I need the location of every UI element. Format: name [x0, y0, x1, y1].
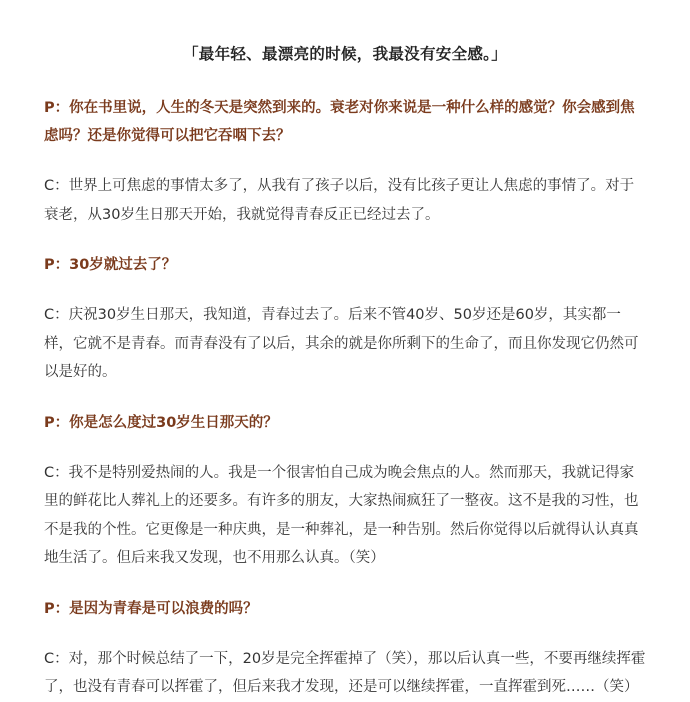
answer-text: C：庆祝30岁生日那天，我知道，青春过去了。后来不管40岁、50岁还是60岁，其实都一样，它就不是青春。而青春没有了以后，其余的就是你所剩下的生命了，而且你发现它仍然可以是好的。	[44, 307, 639, 380]
question-text: P：是因为青春是可以浪费的吗？	[44, 600, 258, 617]
answer-text: C：世界上可焦虑的事情太多了，从我有了孩子以后，没有比孩子更让人焦虑的事情了。对于衰老，从30岁生日那天开始，我就觉得青春反正已经过去了。	[44, 178, 635, 223]
qa-item	[44, 409, 646, 573]
question-text: P：你在书里说，人生的冬天是突然到来的。衰老对你来说是一种什么样的感觉？你会感到焦虑吗？还是你觉得可以把它吞咽下去？	[44, 100, 635, 144]
qa-item	[44, 251, 646, 387]
qa-item	[44, 94, 646, 229]
question-text: P：你是怎么度过30岁生日那天的？	[44, 414, 278, 431]
article-title: 「最年轻、最漂亮的时候，我最没有安全感。」	[182, 45, 508, 63]
answer-text: C：我不是特别爱热闹的人。我是一个很害怕自己成为晚会焦点的人。然而那天，我就记得家里的鲜花比人葬礼上的还要多。有许多的朋友，大家热闹疯狂了一整夜。这不是我的习性，也不是我的个性。它更像是一种庆典，是一种葬礼，是一种告别。然后你觉得以后就得认认真真地生活了。但后来我又发现，也不用那么认真。（笑）	[44, 464, 639, 566]
question-text: P：30岁就过去了？	[44, 257, 177, 273]
answer-text: C：对，那个时候总结了一下，20岁是完全挥霍掉了（笑），那以后认真一些，不要再继续挥霍了，也没有青春可以挥霍了，但后来我才发现，还是可以继续挥霍，一直挥霍到死……（笑）	[44, 650, 646, 695]
qa-item	[44, 595, 646, 702]
